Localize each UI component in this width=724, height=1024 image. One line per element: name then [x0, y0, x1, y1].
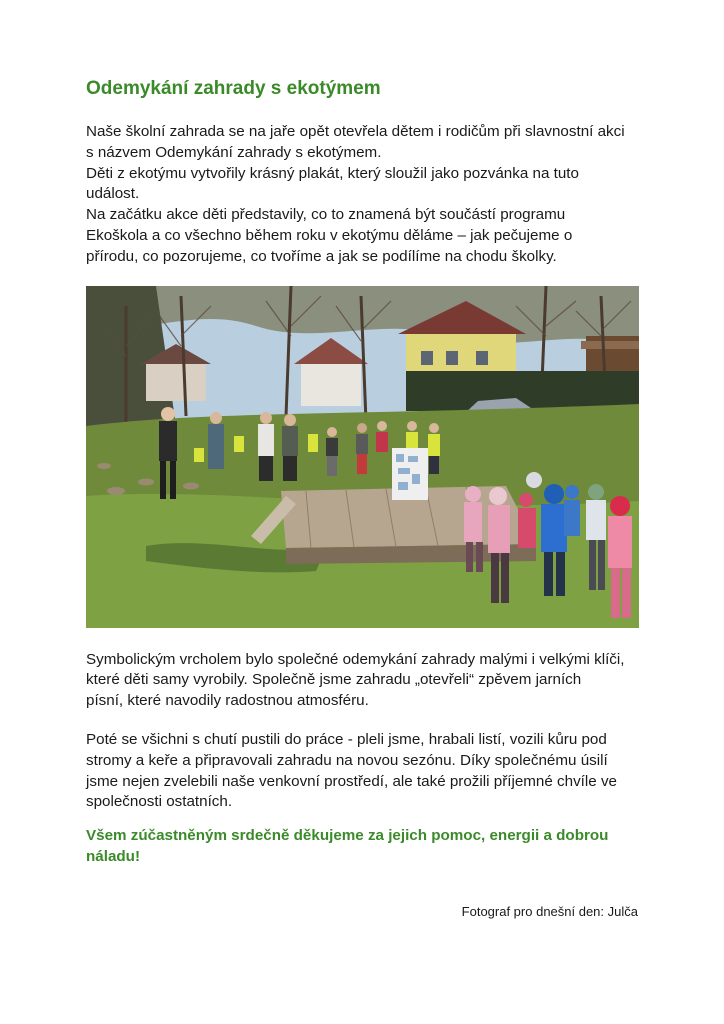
- text-line: které děti samy vyrobily. Společně jsme zahradu „otevřeli“ zpěvem jarních: [86, 671, 582, 689]
- text-line: Ekoškola a co všechno během roku v ekotýmu děláme – jak pečujeme o: [86, 226, 573, 244]
- text-line: s názvem Odemykání zahrady s ekotýmem.: [86, 143, 382, 161]
- article-title: Odemykání zahrady s ekotýmem: [86, 78, 381, 99]
- text-line: Děti z ekotýmu vytvořily krásný plakát, který sloužil jako pozvánka na tuto: [86, 164, 579, 182]
- text-line: přírodu, co pozorujeme, co tvoříme a jak se podílíme na chodu školky.: [86, 247, 557, 265]
- document-page: [86, 76, 642, 867]
- paragraph-gap: [86, 712, 642, 730]
- text-line: stromy a keře a připravovali zahradu na novou sezónu. Díky společnému úsilí: [86, 751, 608, 769]
- text-line: Symbolickým vrcholem bylo společné odemykání zahrady malými i velkými klíči,: [86, 650, 625, 668]
- text-line: Na začátku akce děti představily, co to znamená být součástí programu: [86, 206, 566, 224]
- text-line: písní, které navodily radostnou atmosféru.: [86, 692, 369, 710]
- text-line: jsme nejen zvelebili naše venkovní prostředí, ale také prožili příjemné chvíle ve: [86, 772, 617, 790]
- text-line: událost.: [86, 185, 140, 203]
- photo-credit: Fotograf pro dnešní den: Julča: [461, 904, 638, 919]
- work-paragraph: [86, 730, 642, 813]
- text-line: Poté se všichni s chutí pustili do práce - pleli jsme, hrabali listí, vozili kůru pod: [86, 730, 607, 748]
- text-line: náladu!: [86, 848, 141, 866]
- text-line: společnosti ostatních.: [86, 793, 233, 811]
- keys-paragraph: [86, 650, 642, 712]
- event-photo: [86, 286, 639, 628]
- text-line: Všem zúčastněným srdečně děkujeme za jejich pomoc, energii a dobrou: [86, 827, 609, 845]
- thanks-message: [86, 825, 642, 867]
- text-line: Naše školní zahrada se na jaře opět otevřela dětem i rodičům při slavnostní akci: [86, 123, 625, 140]
- intro-paragraph: [86, 122, 642, 268]
